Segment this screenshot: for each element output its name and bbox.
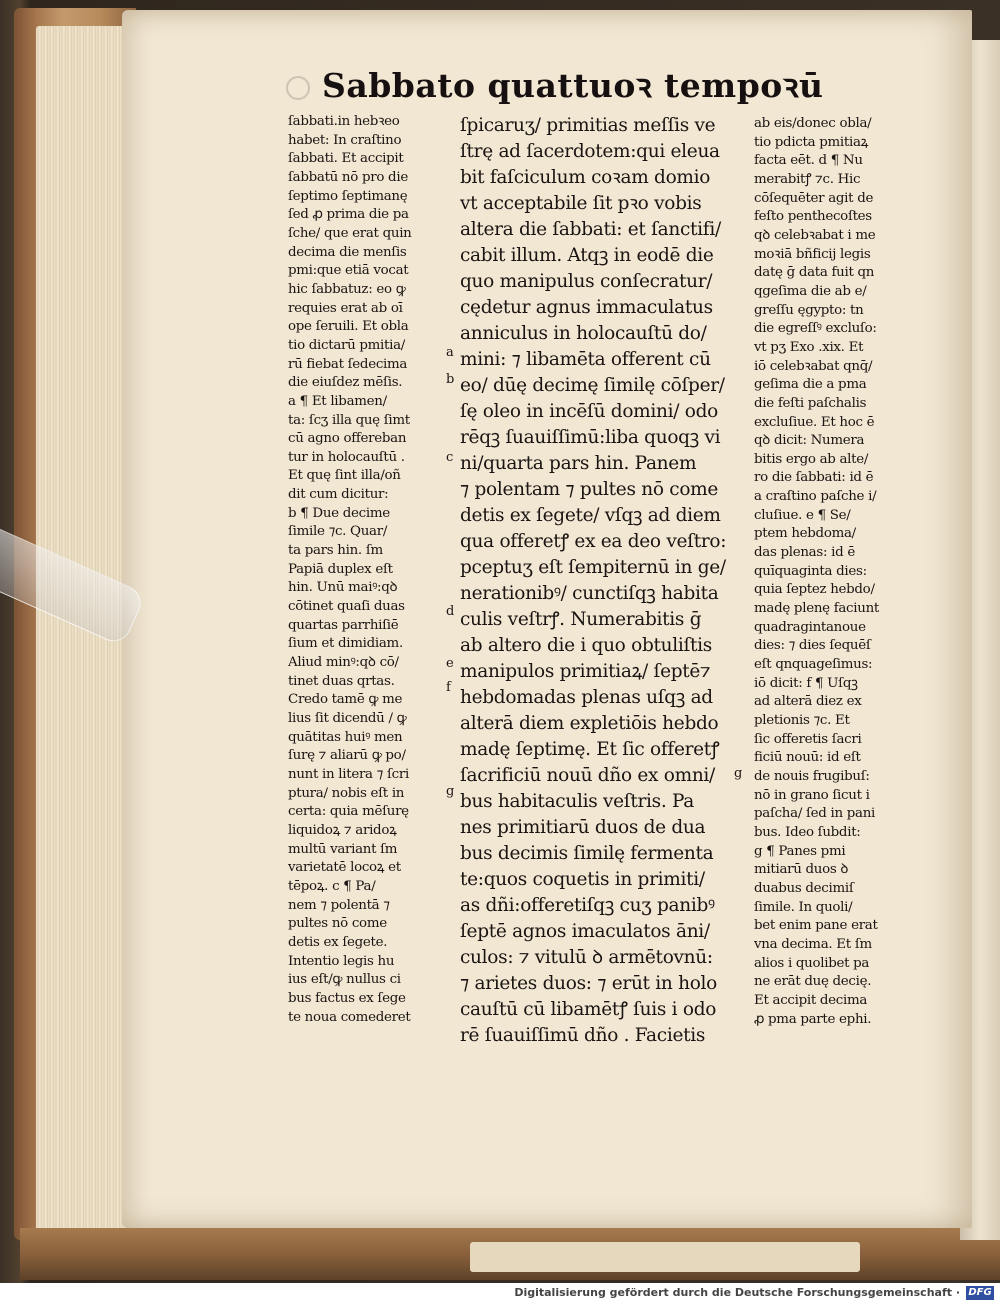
margin-letter: d xyxy=(446,604,455,619)
text-line: culis veſtrꝭ. Numerabitis ḡ xyxy=(460,609,702,630)
dfg-logo: DFG xyxy=(966,1286,994,1300)
text-line: anniculus in holocauſtū do/ xyxy=(460,323,707,344)
text-line: Papiā duplex eſt xyxy=(288,561,393,577)
text-line: a ¶ Et libamen/ xyxy=(288,393,387,409)
text-line: g ¶ Panes pmi xyxy=(754,843,846,859)
text-line: das plenas: id ē xyxy=(754,545,855,561)
text-line: qꝺ celebꝛabat i me xyxy=(754,227,876,243)
text-line: quartas parrhiſiē xyxy=(288,617,399,633)
text-line: bus. Ideo ſubdit: xyxy=(754,824,861,840)
text-line: ſimile ⁊c. Quar/ xyxy=(288,524,388,540)
text-line: hebdomadas plenas uſqꝫ ad xyxy=(460,687,713,708)
text-line: datę ḡ data fuit qn xyxy=(754,265,875,281)
text-line: a craſtino paſche i/ xyxy=(754,489,877,505)
text-line: pultes nō come xyxy=(288,916,387,932)
text-line: ſimile. In quoli/ xyxy=(754,899,853,915)
text-line: moꝛiā bñficij legis xyxy=(754,246,871,262)
text-line: ſpicaruʒ/ primitias meſſis ve xyxy=(460,115,716,136)
text-line: facta eēt. d ¶ Nu xyxy=(754,153,863,169)
text-line: alterā diem expletiōis hebdo xyxy=(460,713,719,734)
text-line: as dñi:offeretiſqꝫ cuʒ panibꝰ xyxy=(460,895,715,916)
text-line: excluſiue. Et hoc ē xyxy=(754,414,875,430)
text-line: lius ſit dicendū / ꝙ xyxy=(288,711,407,726)
text-line: altera die ſabbati: et ſanctifi/ xyxy=(460,219,721,240)
text-line: certa: quia mēſurę xyxy=(288,804,409,820)
text-line: qgeſima die ab e/ xyxy=(754,283,867,299)
text-line: quadragintanoue xyxy=(754,619,866,635)
text-line: ſę oleo in incēſū domini/ odo xyxy=(460,401,718,422)
text-line: tur in holocauſtū . xyxy=(288,449,405,465)
text-line: detis ex ſegete/ vſqꝫ ad diem xyxy=(460,505,721,526)
text-line: ne erāt duę decię. xyxy=(754,974,872,990)
text-line: paſcha/ ſed in pani xyxy=(754,806,876,822)
text-line: eo/ dūę decimę ſimilę cōſper/ xyxy=(460,375,725,396)
text-line: ſic offeretis ſacri xyxy=(754,731,862,747)
text-line: cōtinet quaſi duas xyxy=(288,599,405,615)
text-line: culos: ⁊ vitulū ꝺ armētovnū: xyxy=(460,947,713,968)
text-line: Et accipit decima xyxy=(754,992,868,1008)
text-line: cluſiue. e ¶ Se/ xyxy=(754,507,851,523)
text-line: Et quę ſint illa/oñ xyxy=(288,468,401,484)
text-line: mitiarū duos ꝺ xyxy=(754,862,849,878)
text-line: pmi:que etiā vocat xyxy=(288,263,409,279)
text-line: rēqꝫ ſuauiſſimū:liba quoqꝫ vi xyxy=(460,427,721,448)
text-line: ni/quarta pars hin. Panem xyxy=(460,453,697,474)
margin-letter: g xyxy=(734,766,743,781)
text-line: Intentio legis hu xyxy=(288,953,395,969)
text-line: ſium et dimidiam. xyxy=(288,636,403,652)
text-line: pletionis ⁊c. Et xyxy=(754,713,850,728)
text-line: ro die ſabbati: id ē xyxy=(754,470,874,486)
text-line: qua offeretꝭ ex ea deo veſtro: xyxy=(460,531,727,552)
text-line: ius eſt/ꝙ nullus ci xyxy=(288,972,401,988)
text-line: merabitꝭ ⁊c. Hic xyxy=(754,171,861,187)
text-line: ope ſeruili. Et obla xyxy=(288,319,409,335)
text-line: ſacrificiū nouū dño ex omni/ xyxy=(460,765,715,786)
margin-letter: e xyxy=(446,656,454,671)
text-line: Credo tamē ꝙ me xyxy=(288,692,403,708)
text-line: ſeptimo ſeptimanę xyxy=(288,188,408,204)
text-line: tio dictarū pmitia/ xyxy=(288,337,405,353)
text-line: cabit illum. Atqꝫ in eodē die xyxy=(460,245,714,266)
text-line: cū agno offereban xyxy=(288,431,407,447)
text-line: eſt qnquageſimus: xyxy=(754,657,873,673)
text-line: manipulos primitiaꝝ/ ſeptē⁊ xyxy=(460,661,711,682)
text-line: greſſu ęgypto: tn xyxy=(754,302,864,318)
text-line: ab eis/donec obla/ xyxy=(754,116,872,131)
text-line: multū variant ſm xyxy=(288,841,398,857)
text-line: cauſtū cū libamētꝭ ſuis i odo xyxy=(460,999,717,1020)
text-line: geſima die a pma xyxy=(754,377,867,393)
text-line: die egreſſꝰ excluſo: xyxy=(754,321,877,337)
stamp-ornament xyxy=(286,76,310,100)
text-line: nem ⁊ polentā ⁊ xyxy=(288,897,390,913)
text-line: ſabbati.in hebꝛeo xyxy=(288,114,400,129)
text-line: cędetur agnus immaculatus xyxy=(460,297,713,318)
text-line: ficiū nouū: id eſt xyxy=(754,750,861,766)
text-line: rū fiebat ſedecima xyxy=(288,356,408,372)
text-line: te:quos coquetis in primiti/ xyxy=(460,869,705,890)
text-line: ab altero die i quo obtuliſtis xyxy=(460,635,712,656)
text-line: madę ſeptimę. Et ſic offeretꝭ xyxy=(460,739,720,760)
text-line: nō in grano ſicut i xyxy=(754,787,870,803)
middle-column xyxy=(460,113,744,1049)
text-line: quīquaginta dies: xyxy=(754,563,867,579)
text-line: alios i quolibet pa xyxy=(754,955,870,971)
text-line: vt acceptabile ſit pꝛo vobis xyxy=(460,193,702,214)
text-line: bitis ergo ab alte/ xyxy=(754,451,869,467)
text-line: habet: In craſtino xyxy=(288,132,402,148)
margin-letter: g xyxy=(446,784,455,799)
text-line: decima die menſis xyxy=(288,244,407,260)
text-line: te noua comederet xyxy=(288,1009,411,1025)
text-line: dies: ⁊ dies ſequēſ xyxy=(754,638,871,654)
text-line: nunt in litera ⁊ ſcri xyxy=(288,766,409,782)
text-line: bus factus ex ſege xyxy=(288,990,406,1006)
text-line: tinet duas qrtas. xyxy=(288,673,395,689)
text-line: quia ſeptez hebdo/ xyxy=(754,582,875,598)
footer-bar xyxy=(0,1283,1000,1304)
text-line: nes primitiarū duos de dua xyxy=(460,817,706,838)
text-line: varietatē locoꝝ et xyxy=(288,860,401,876)
text-line: mini: ⁊ libamēta offerent cū xyxy=(460,349,711,370)
text-line: ſabbati. Et accipit xyxy=(288,151,404,167)
text-line: hic ſabbatuz: eo ꝙ xyxy=(288,281,406,297)
text-line: qꝺ dicit: Numera xyxy=(754,433,865,449)
text-line: ad alterā diez ex xyxy=(754,694,862,710)
text-line: hin. Unū maiꝰ:qꝺ xyxy=(288,580,398,596)
margin-letter: c xyxy=(446,450,454,465)
text-line: duabus decimiſ xyxy=(754,880,854,896)
text-line: iō celebꝛabat qnq̄/ xyxy=(754,358,873,374)
text-line: b ¶ Due decime xyxy=(288,505,390,521)
text-line: ⁊ arietes duos: ⁊ erūt in holo xyxy=(460,973,717,994)
text-line: liquidoꝝ ⁊ aridoꝝ xyxy=(288,822,397,838)
text-line: Aliud minꝰ:qꝺ cō/ xyxy=(288,655,399,671)
text-line: ſabbatū nō pro die xyxy=(288,169,408,185)
text-line: ſed ꝓ prima die pa xyxy=(288,207,409,223)
margin-letter: f xyxy=(446,680,451,695)
text-line: vna decima. Et ſm xyxy=(754,936,872,952)
left-column xyxy=(288,113,438,1027)
text-line: de nouis frugibuſ: xyxy=(754,768,870,784)
text-line: pceptuʒ eſt ſempiternū in ge/ xyxy=(460,557,726,578)
text-line: bus decimis ſimilę fermenta xyxy=(460,843,714,864)
footer-credit: Digitalisierung gefördert durch die Deutsche Forschungsgemeinschaft · xyxy=(514,1286,960,1299)
text-line: madę plenę faciunt xyxy=(754,601,879,617)
text-line: quātitas huiꝰ men xyxy=(288,729,403,745)
margin-letter: a xyxy=(446,345,454,360)
text-line: vt pʒ Exo .xix. Et xyxy=(754,339,864,355)
text-line: tio pdicta pmitiaꝝ xyxy=(754,134,869,150)
text-line: detis ex ſegete. xyxy=(288,934,388,950)
text-line: ptem hebdoma/ xyxy=(754,526,856,542)
text-line: die feſti paſchalis xyxy=(754,395,867,411)
text-line: cōſequēter agit de xyxy=(754,190,874,206)
text-line: tēpoꝝ. c ¶ Pa/ xyxy=(288,878,376,894)
text-line: dit cum dicitur: xyxy=(288,487,389,503)
text-line: ſtrę ad ſacerdotem:qui eleua xyxy=(460,141,720,162)
text-line: iō dicit: f ¶ Uſqꝫ xyxy=(754,675,858,691)
text-line: ta pars hin. ſm xyxy=(288,543,383,559)
text-line: bus habitaculis veſtris. Pa xyxy=(460,791,695,812)
text-line: ſche/ que erat quin xyxy=(288,225,412,241)
text-line: bet enim pane erat xyxy=(754,918,878,934)
text-line: ta: ſcʒ illa quę ſimt xyxy=(288,412,410,428)
text-line: requies erat ab oī xyxy=(288,300,403,316)
margin-letter: b xyxy=(446,372,455,387)
text-line: feſto penthecoſtes xyxy=(754,209,872,225)
text-line: nerationibꝰ/ cunctiſqꝫ habita xyxy=(460,583,719,604)
text-line: quo manipulus conſecratur/ xyxy=(460,271,713,292)
text-line: ſeptē agnos imaculatos āni/ xyxy=(460,921,710,942)
bottom-leaf xyxy=(470,1242,860,1272)
text-line: ⁊ polentam ⁊ pultes nō come xyxy=(460,479,719,500)
text-line: rē ſuauiſſimū dño . Facietis xyxy=(460,1025,706,1046)
text-line: die eiuſdez mēſis. xyxy=(288,375,403,391)
text-line: bit faſciculum coꝛam domio xyxy=(460,167,711,188)
text-line: ptura/ nobis eſt in xyxy=(288,785,405,801)
text-line: ꝓ pma parte ephi. xyxy=(754,1011,872,1027)
text-line: ſurę ⁊ aliarū ꝙ po/ xyxy=(288,748,406,764)
right-column xyxy=(754,115,904,1029)
page-title: Sabbato quattuoꝛ tempoꝛū xyxy=(322,66,824,105)
